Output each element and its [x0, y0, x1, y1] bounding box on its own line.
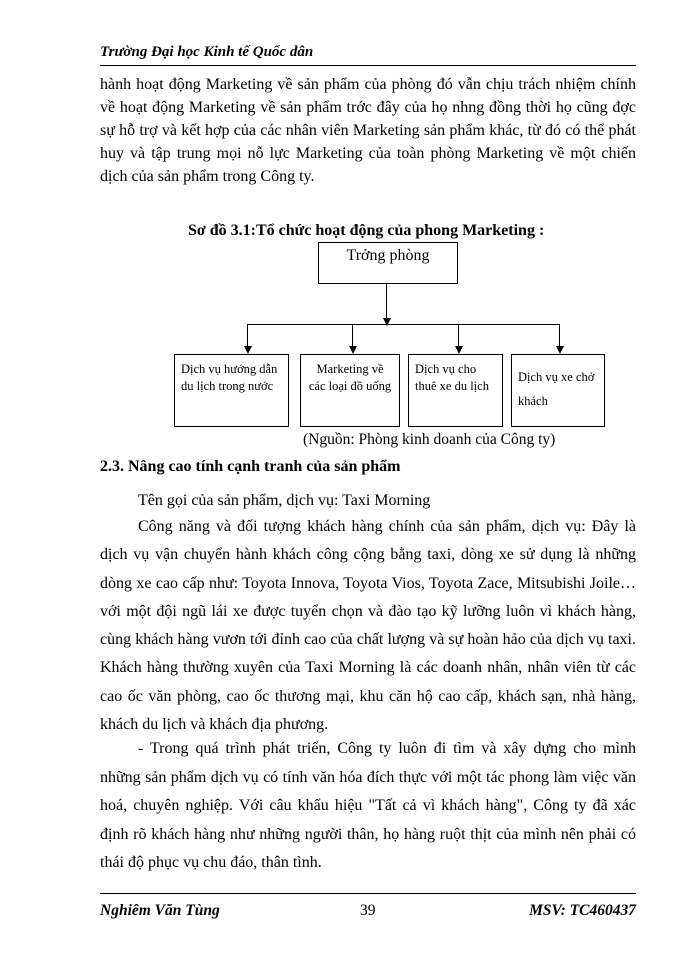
- arrow-branch-3: [455, 346, 463, 354]
- org-chart-root-box: Trởng phòng: [318, 242, 458, 284]
- arrow-branch-2: [349, 346, 357, 354]
- diagram-source: (Nguồn: Phòng kinh doanh của Công ty): [303, 431, 556, 448]
- product-name-paragraph: Tên gọi của sản phẩm, dịch vụ: Taxi Morning: [138, 492, 431, 509]
- org-chart-child-box: Dịch vụ hướng dẫn du lịch trong nước: [174, 354, 289, 427]
- section-heading: 2.3. Nâng cao tính cạnh tranh của sản phẩm: [100, 458, 401, 475]
- footer-divider: [100, 893, 636, 894]
- connector-branch-3: [458, 324, 459, 346]
- org-chart-child-box: Dịch vụ xe chở khách: [511, 354, 605, 427]
- org-chart-child-box: Marketing về các loại đồ uống: [300, 354, 400, 427]
- page-number: 39: [360, 902, 376, 919]
- arrow-branch-1: [244, 346, 252, 354]
- header-divider: [100, 65, 636, 66]
- connector-horizontal: [247, 324, 560, 325]
- page-header-title: Trường Đại học Kinh tế Quốc dân: [100, 44, 314, 60]
- footer-author: Nghiêm Văn Tùng: [100, 902, 220, 919]
- org-chart-child-box: Dịch vụ cho thuê xe du lịch: [408, 354, 503, 427]
- arrow-root-down: [383, 318, 391, 326]
- intro-paragraph: hành hoạt động Marketing về sản phẩm của phòng đó vẫn chịu trách nhiệm chính về hoạt động Marketing về sản phẩm trớc đây của họ nhng đồng thời họ cũng đợc sự hỗ trợ và kết hợp của các nhân viên Marketing sản phẩm khác, từ đó có thể phát huy và tập trung mọi nỗ lực Marketing của toàn phòng Marketing về một chiến dịch của sản phẩm trong Công ty.: [100, 76, 636, 185]
- connector-branch-2: [352, 324, 353, 346]
- connector-branch-4: [559, 324, 560, 346]
- footer-student-id: MSV: TC460437: [529, 902, 636, 919]
- description-paragraph: Công năng và đối tượng khách hàng chính của sản phẩm, dịch vụ: Đây là dịch vụ vận chuyển hành khách công cộng bằng taxi, dòng xe sử dụng là những dòng xe cao cấp như: Toyota Innova, Toyota Vios, Toyota Zace, Mitsubishi Joile…với một đội ngũ lái xe được tuyển chọn và đào tạo kỹ lưỡng luôn vì khách hàng, cùng khách hàng vươn tới đỉnh cao của chất lượng và sự hoàn hảo của dịch vụ taxi. Khách hàng thường xuyên của Taxi Morning là các doanh nhân, nhân viên từ các cao ốc văn phòng, cao ốc thương mại, khu căn hộ cao cấp, khách sạn, nhà hàng, khách du lịch và khách địa phương.: [100, 518, 636, 734]
- connector-branch-1: [247, 324, 248, 346]
- diagram-title: Sơ đồ 3.1:Tổ chức hoạt động của phong Marketing :: [188, 222, 545, 239]
- development-paragraph: - Trong quá trình phát triển, Công ty luôn đi tìm và xây dựng cho mình những sản phẩm dịch vụ có tính văn hóa đích thực với một tác phong làm việc văn hoá, chuyên nghiệp. Với câu khẩu hiệu "Tất cả vì khách hàng", Công ty đã xác định rõ khách hàng như những người thân, họ hàng ruột thịt của mình nên phải có thái độ phục vụ chu đáo, thân tình.: [100, 740, 636, 871]
- arrow-branch-4: [556, 346, 564, 354]
